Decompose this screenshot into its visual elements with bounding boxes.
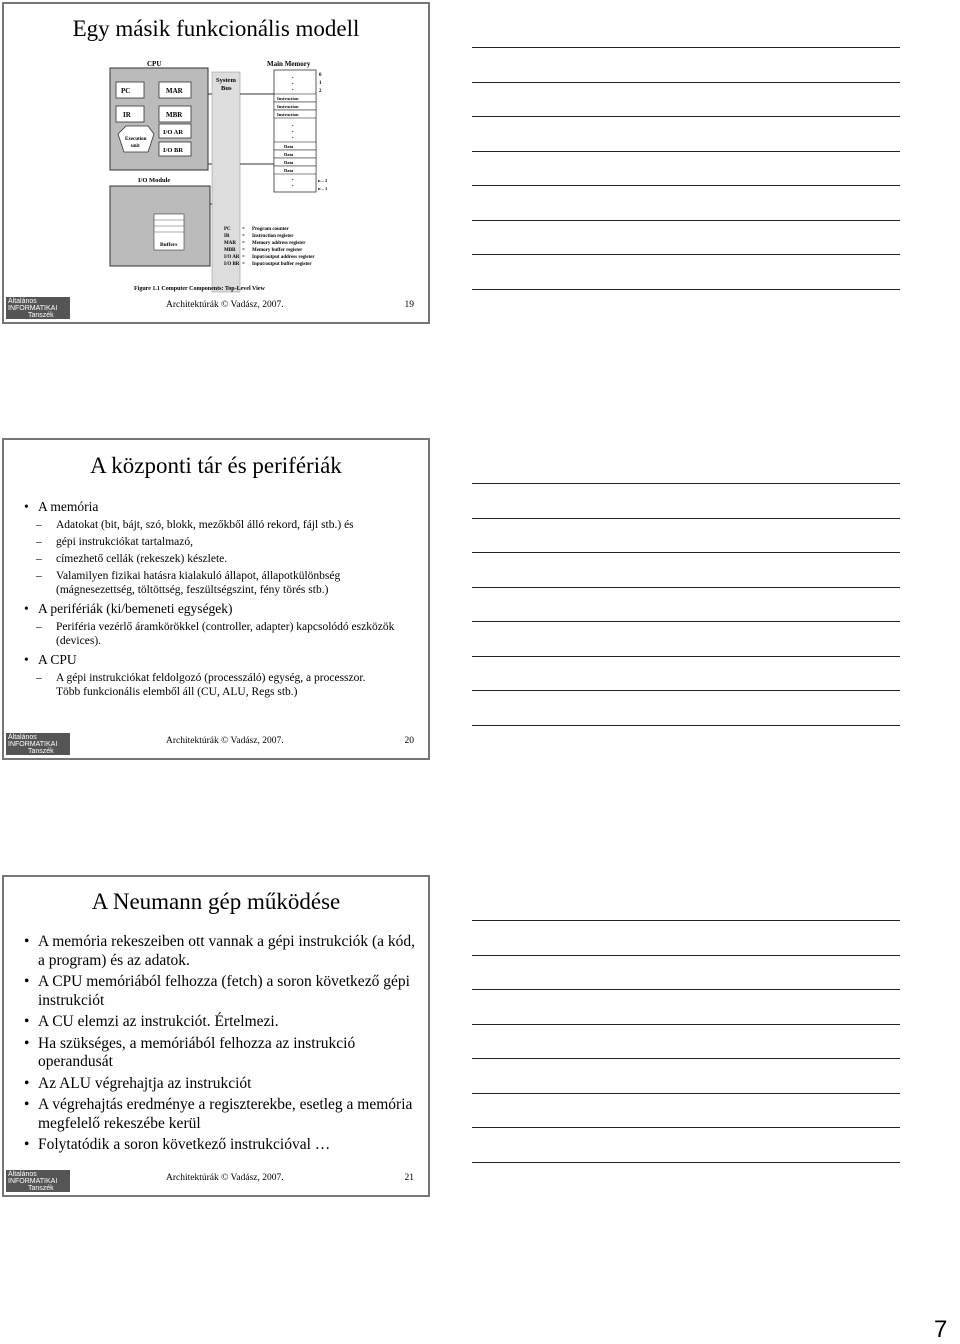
notes-line bbox=[472, 1058, 900, 1059]
svg-text:.: . bbox=[292, 134, 294, 140]
department-logo: Általános INFORMATIKAI Tanszék bbox=[6, 297, 70, 319]
svg-text:=: = bbox=[242, 262, 245, 267]
notes-line bbox=[472, 47, 900, 48]
bullet-item: • A CPU bbox=[24, 651, 418, 668]
department-logo: Általános INFORMATIKAI Tanszék bbox=[6, 1170, 70, 1192]
svg-text:=: = bbox=[242, 255, 245, 260]
notes-line bbox=[472, 587, 900, 588]
slide-number: 21 bbox=[404, 1173, 414, 1183]
svg-text:I/O BR: I/O BR bbox=[224, 262, 240, 267]
bullet-item: • Ha szükséges, a memóriából felhozza az instrukció operandusát bbox=[24, 1035, 416, 1072]
slide-title: A Neumann gép működése bbox=[91, 889, 341, 914]
bullet-item: • A memória bbox=[24, 498, 418, 515]
svg-text:Instruction register: Instruction register bbox=[252, 234, 294, 239]
svg-text:PC: PC bbox=[224, 227, 231, 232]
bullet-item: • A memória rekeszeiben ott vannak a gépi instrukciók (a kód, a program) és az adatok. bbox=[24, 933, 416, 970]
sub-bullet-item: – Valamilyen fizikai hatásra kialakuló állapot, állapotkülönbség (mágnesezettség, töltöttség, feszültségszint, fény törés stb.) bbox=[24, 569, 418, 597]
execution-unit-label: Execution bbox=[125, 137, 147, 142]
address-label: 0 bbox=[319, 73, 322, 78]
svg-text:.: . bbox=[292, 122, 294, 128]
main-memory-label: Main Memory bbox=[267, 60, 311, 68]
memory-cell: Data bbox=[284, 152, 294, 157]
svg-text:MAR: MAR bbox=[224, 241, 236, 246]
bullet-item: • A végrehajtás eredménye a regiszterekbe, esetleg a memória megfelelő rekeszébe kerül bbox=[24, 1096, 416, 1133]
system-bus-label-2: Bus bbox=[221, 85, 232, 92]
svg-text:.: . bbox=[292, 128, 294, 134]
slide-body bbox=[24, 498, 418, 702]
svg-text:I/O AR: I/O AR bbox=[224, 255, 240, 260]
mbr-register: MBR bbox=[166, 111, 183, 119]
notes-line bbox=[472, 656, 900, 657]
bullet-item: • A perifériák (ki/bemeneti egységek) bbox=[24, 600, 418, 617]
slide-19 bbox=[2, 2, 430, 324]
svg-text:.: . bbox=[292, 176, 294, 182]
memory-cell: Data bbox=[284, 160, 294, 165]
notes-line bbox=[472, 116, 900, 117]
notes-line bbox=[472, 1162, 900, 1163]
svg-text:=: = bbox=[242, 241, 245, 246]
pc-register: PC bbox=[121, 87, 131, 95]
figure-caption: Figure 1.1 Computer Components: Top-Level View bbox=[134, 286, 265, 292]
address-label: 1 bbox=[319, 81, 322, 86]
mar-register: MAR bbox=[166, 87, 183, 95]
address-label: n – 1 bbox=[318, 186, 328, 191]
svg-text:=: = bbox=[242, 248, 245, 253]
slide-number: 19 bbox=[404, 300, 414, 310]
svg-text:MBR: MBR bbox=[224, 248, 236, 253]
notes-line bbox=[472, 1024, 900, 1025]
sub-bullet-item: – A gépi instrukciókat feldolgozó (processzáló) egység, a processzor. bbox=[24, 671, 418, 685]
svg-text:.: . bbox=[292, 86, 294, 92]
slide-title: A központi tár és perifériák bbox=[90, 453, 342, 478]
sub-bullet-item: – Periféria vezérlő áramkörökkel (controller, adapter) kapcsolódó eszközök (devices). bbox=[24, 620, 418, 648]
slide-credit: Architektúrák © Vadász, 2007. bbox=[166, 736, 284, 746]
slide-credit: Architektúrák © Vadász, 2007. bbox=[166, 1173, 284, 1183]
bullet-item: • A CPU memóriából felhozza (fetch) a soron következő gépi instrukciót bbox=[24, 973, 416, 1010]
slide-title: Egy másik funkcionális modell bbox=[72, 16, 360, 41]
department-logo: Általános INFORMATIKAI Tanszék bbox=[6, 733, 70, 755]
slide-footer bbox=[4, 1165, 428, 1195]
notes-line bbox=[472, 82, 900, 83]
notes-line bbox=[472, 725, 900, 726]
ir-register: IR bbox=[123, 111, 131, 119]
notes-line bbox=[472, 483, 900, 484]
svg-text:Program counter: Program counter bbox=[252, 227, 289, 232]
memory-cell: Data bbox=[284, 168, 294, 173]
system-bus-label: System bbox=[216, 77, 236, 84]
notes-line bbox=[472, 989, 900, 990]
svg-text:.: . bbox=[292, 182, 294, 188]
notes-line bbox=[472, 621, 900, 622]
sub-bullet-item: – Adatokat (bit, bájt, szó, blokk, mezőkből álló rekord, fájl stb.) és bbox=[24, 518, 418, 532]
notes-line bbox=[472, 254, 900, 255]
notes-line bbox=[472, 151, 900, 152]
memory-cell: Instruction bbox=[277, 112, 299, 117]
io-module-label: I/O Module bbox=[138, 177, 171, 184]
svg-text:=: = bbox=[242, 227, 245, 232]
notes-line bbox=[472, 920, 900, 921]
execution-unit-label-2: unit bbox=[131, 144, 140, 149]
svg-text:Memory buffer register: Memory buffer register bbox=[252, 248, 303, 253]
notes-line bbox=[472, 955, 900, 956]
slide-footer bbox=[4, 728, 428, 758]
memory-cell: Instruction bbox=[277, 96, 299, 101]
notes-line bbox=[472, 552, 900, 553]
notes-line bbox=[472, 518, 900, 519]
computer-components-figure bbox=[104, 54, 330, 304]
notes-line bbox=[472, 289, 900, 290]
sub-bullet-item: – címezhető cellák (rekeszek) készlete. bbox=[24, 552, 418, 566]
svg-text:=: = bbox=[242, 234, 245, 239]
svg-text:Input/output buffer register: Input/output buffer register bbox=[252, 262, 312, 267]
notes-line bbox=[472, 1127, 900, 1128]
address-label: n – 2 bbox=[318, 178, 328, 183]
svg-text:Memory address register: Memory address register bbox=[252, 241, 306, 246]
bullet-item: • A CU elemzi az instrukciót. Értelmezi. bbox=[24, 1013, 416, 1032]
slide-footer bbox=[4, 292, 428, 322]
notes-line bbox=[472, 185, 900, 186]
slide-21 bbox=[2, 875, 430, 1197]
svg-text:Input/output address register: Input/output address register bbox=[252, 255, 315, 260]
sub-bullet-item: – gépi instrukciókat tartalmazó, bbox=[24, 535, 418, 549]
address-label: 2 bbox=[319, 89, 322, 94]
svg-text:.: . bbox=[292, 80, 294, 86]
slide-body bbox=[24, 933, 416, 1158]
cpu-label: CPU bbox=[147, 60, 162, 68]
notes-line bbox=[472, 1093, 900, 1094]
notes-line bbox=[472, 690, 900, 691]
memory-cell: Data bbox=[284, 144, 294, 149]
page-number: 7 bbox=[934, 1316, 948, 1343]
ioar-register: I/O AR bbox=[163, 129, 184, 136]
buffers-label: Buffers bbox=[160, 242, 178, 248]
notes-line bbox=[472, 220, 900, 221]
slide-credit: Architektúrák © Vadász, 2007. bbox=[166, 300, 284, 310]
slide-number: 20 bbox=[404, 736, 414, 746]
svg-text:IR: IR bbox=[224, 234, 230, 239]
svg-text:.: . bbox=[292, 74, 294, 80]
sub-bullet-continuation: Több funkcionális elemből áll (CU, ALU, Regs stb.) bbox=[56, 686, 298, 698]
slide-20 bbox=[2, 438, 430, 760]
bullet-item: • Az ALU végrehajtja az instrukciót bbox=[24, 1075, 416, 1094]
iobr-register: I/O BR bbox=[163, 147, 184, 154]
memory-cell: Instruction bbox=[277, 104, 299, 109]
bullet-item: • Folytatódik a soron következő instrukcióval … bbox=[24, 1136, 416, 1155]
